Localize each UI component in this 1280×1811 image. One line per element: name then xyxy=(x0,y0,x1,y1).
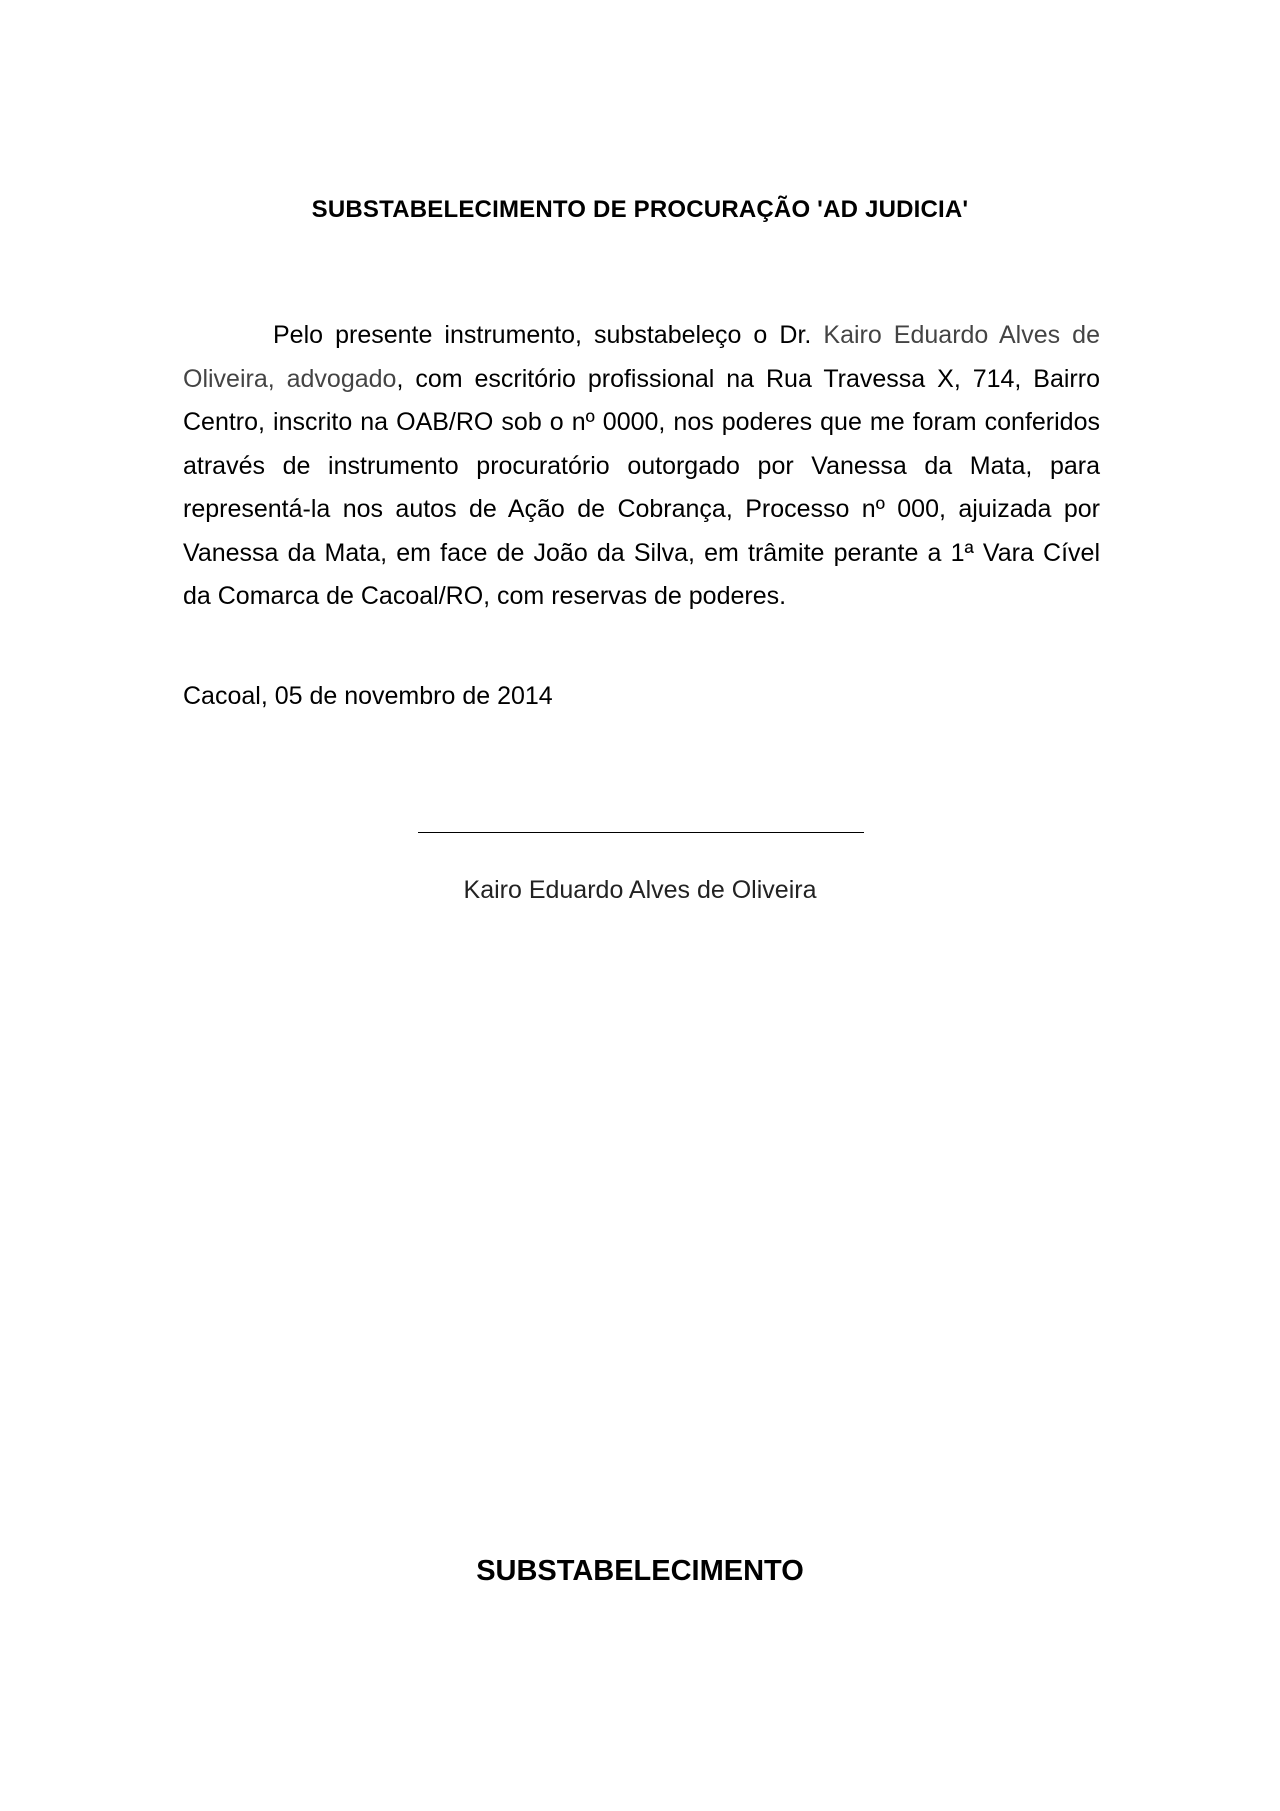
body-rest-text: , com escritório profissional na Rua Travessa X, 714, Bairro Centro, inscrito na OAB/RO sob o nº 0000, nos poderes que me foram conferidos através de instrumento procuratório outorgado por Vanessa da Mata, para representá-la nos autos de Ação de Cobrança, Processo nº 000, ajuizada por Vanessa da Mata, em face de João da Silva, em trâmite perante a 1ª Vara Cível da Comarca de Cacoal/RO, com reservas de poderes. xyxy=(183,364,1100,610)
footer-title: SUBSTABELECIMENTO xyxy=(476,1555,804,1587)
body-paragraph xyxy=(183,314,1100,619)
body-intro-text: Pelo presente instrumento, substabeleço o Dr. xyxy=(273,321,824,349)
attorney-name-text: Kairo Eduardo Alves de Oliveira, advogado xyxy=(183,321,1100,393)
document-title: SUBSTABELECIMENTO DE PROCURAÇÃO 'AD JUDICIA' xyxy=(311,196,969,223)
signature-line xyxy=(418,832,864,833)
signer-name: Kairo Eduardo Alves de Oliveira xyxy=(463,876,817,904)
date-line: Cacoal, 05 de novembro de 2014 xyxy=(183,682,553,710)
